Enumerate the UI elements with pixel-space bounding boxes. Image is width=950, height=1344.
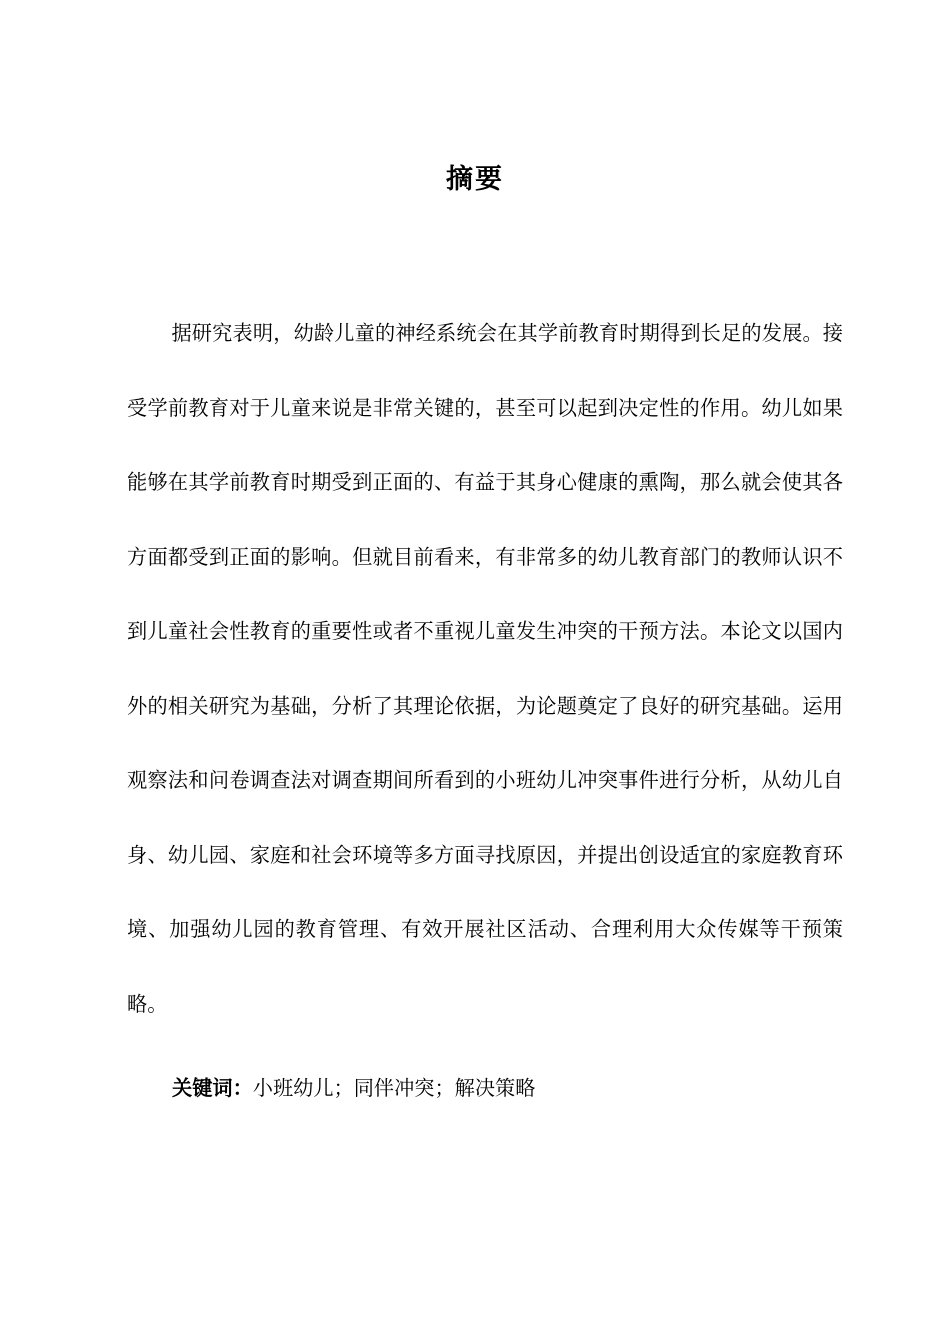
page-title: 摘要 (446, 164, 504, 195)
keywords-line (172, 1070, 852, 1106)
keywords-label: 关键词： (172, 1076, 253, 1100)
keywords-value: 小班幼儿；同伴冲突；解决策略 (252, 1076, 536, 1100)
abstract-paragraph: 据研究表明，幼龄儿童的神经系统会在其学前教育时期得到长足的发展。接受学前教育对于儿童来说是非常关键的，甚至可以起到决定性的作用。幼儿如果能够在其学前教育时期受到正面的、有益于其身心健康的熏陶，那么就会使其各方面都受到正面的影响。但就目前看来，有非常多的幼儿教育部门的教师认识不到儿童社会性教育的重要性或者不重视儿童发生冲突的干预方法。本论文以国内外的相关研究为基础，分析了其理论依据，为论题奠定了良好的研究基础。运用观察法和问卷调查法对调查期间所看到的小班幼儿冲突事件进行分析，从幼儿自身、幼儿园、家庭和社会环境等多方面寻找原因，并提出创设适宜的家庭教育环境、加强幼儿园的教育管理、有效开展社区活动、合理利用大众传媒等干预策略。 (127, 321, 843, 1016)
